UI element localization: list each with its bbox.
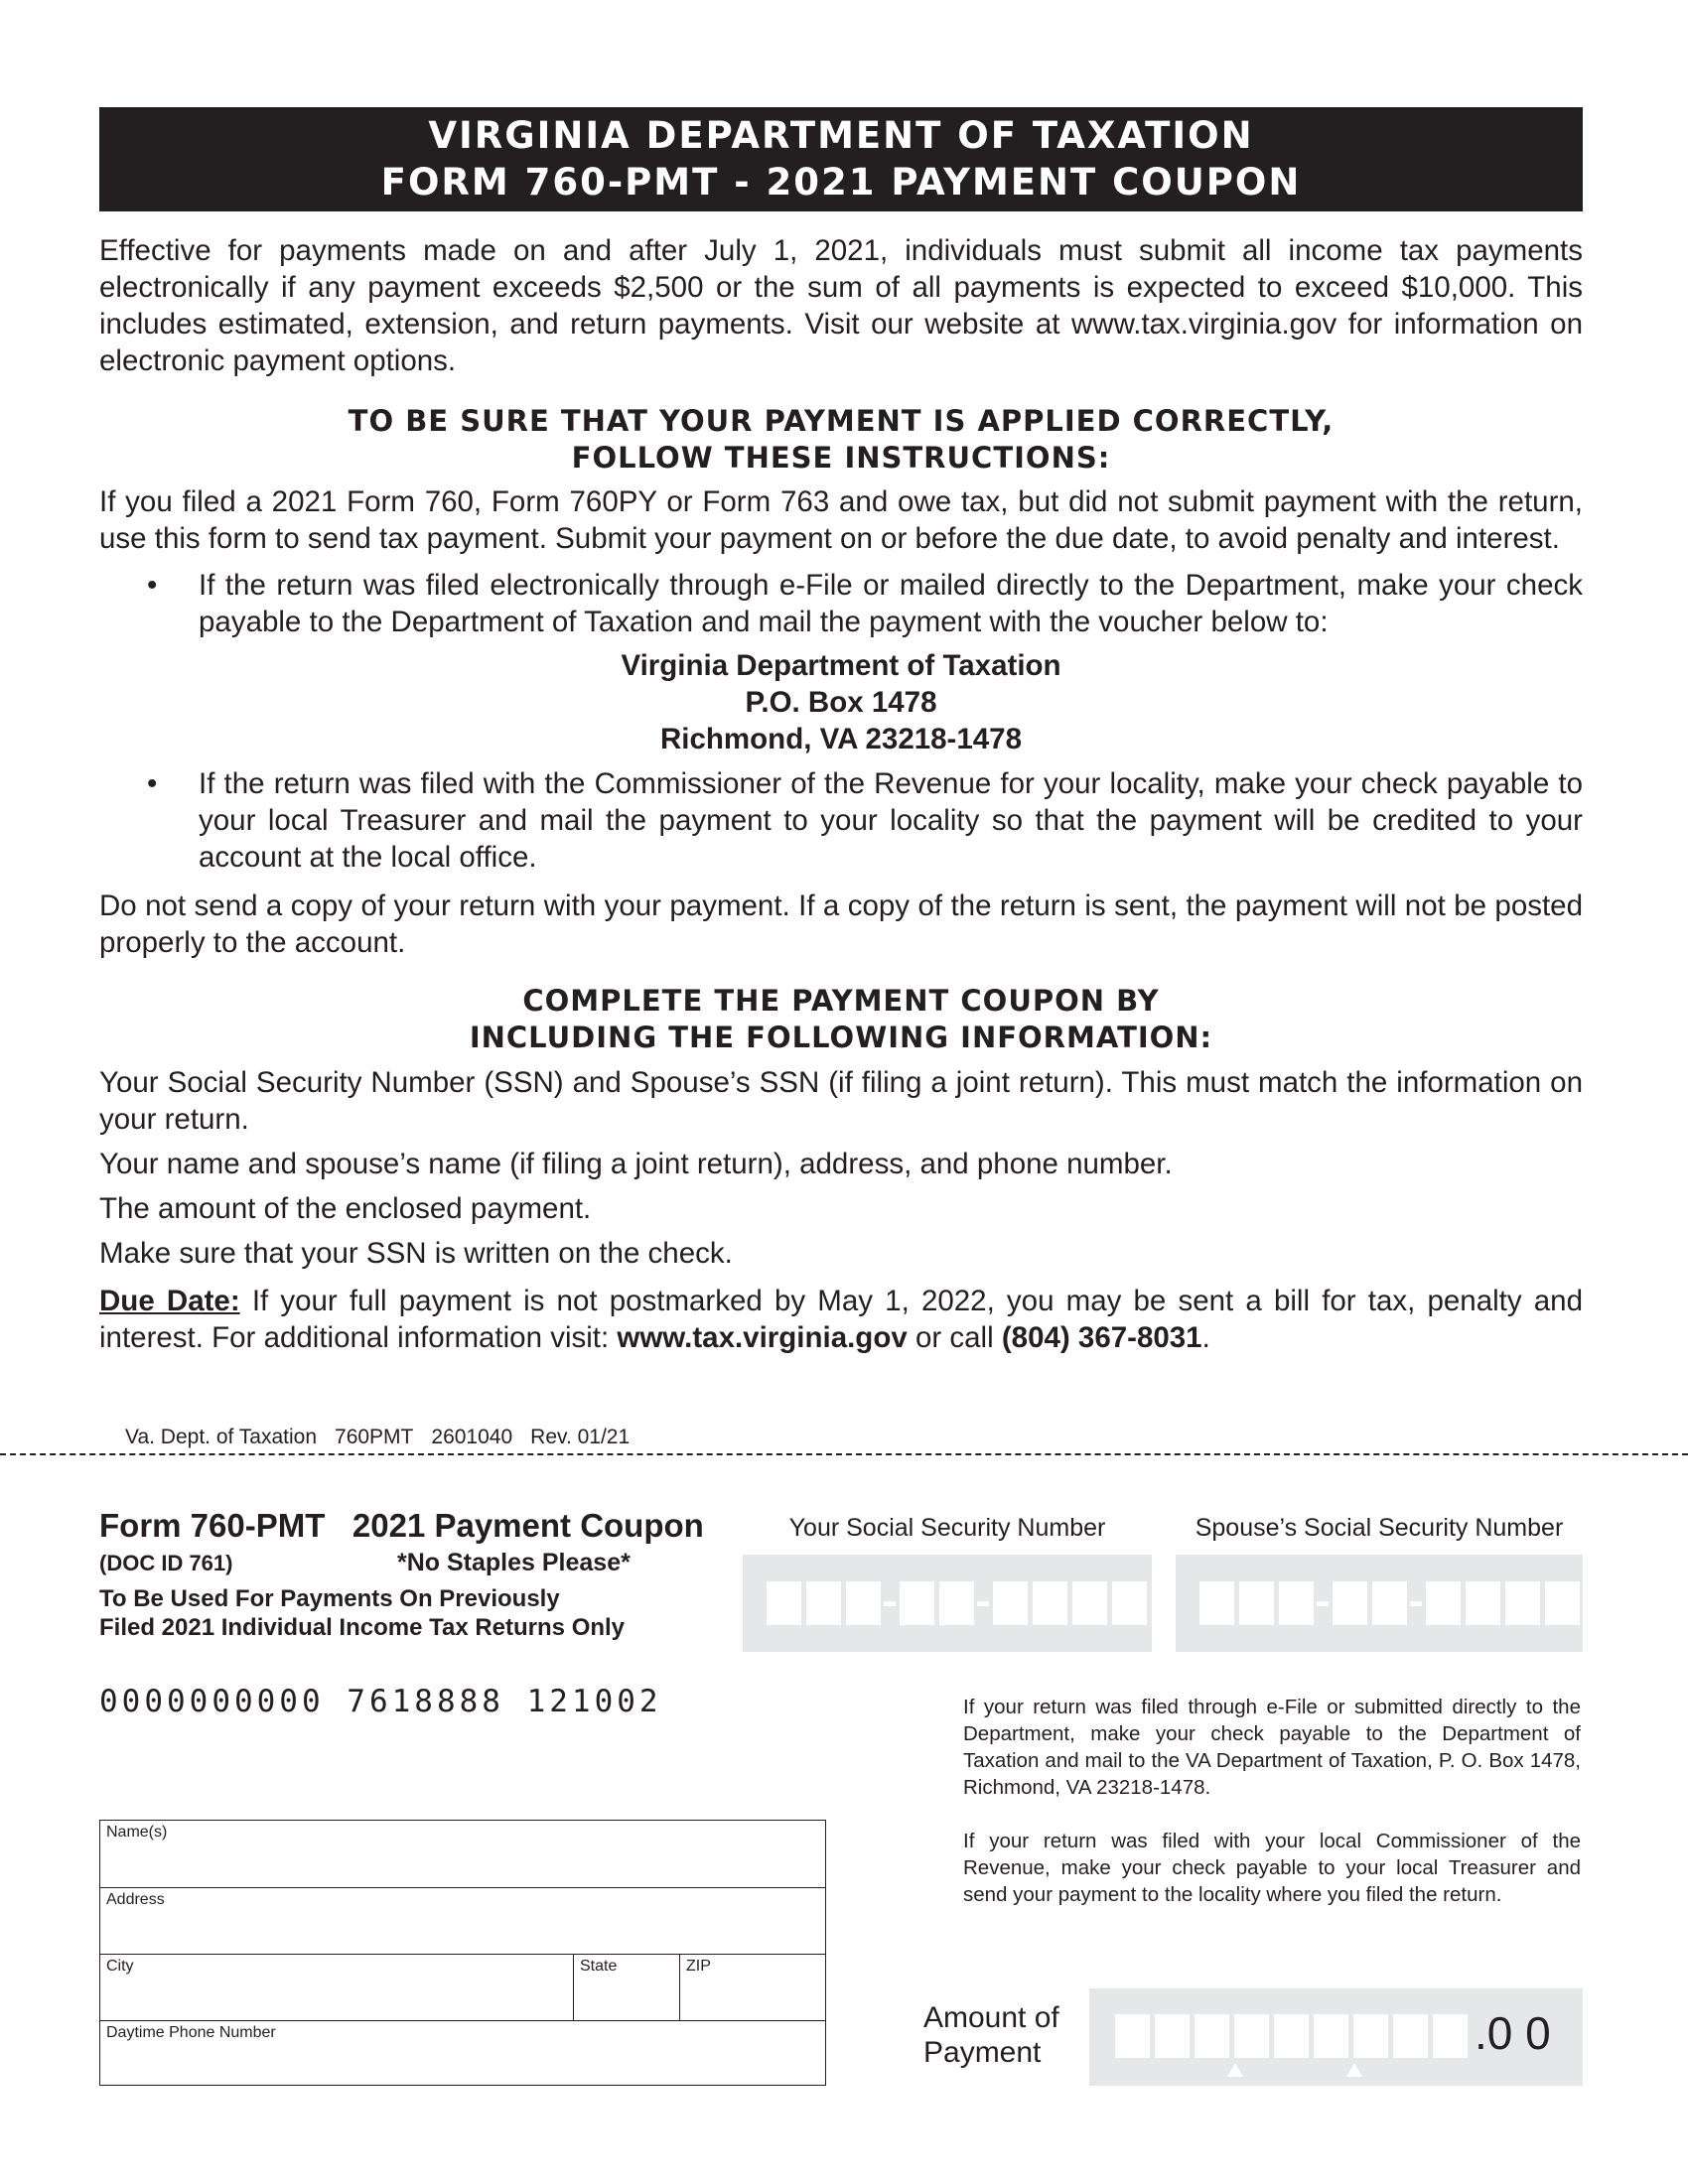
ssn-digit-cell [1112, 1581, 1147, 1625]
complete-heading-line1: COMPLETE THE PAYMENT COUPON BY [522, 984, 1160, 1018]
thousands-marker-icon [1227, 2063, 1243, 2077]
spouse-ssn-digit-cell [1199, 1581, 1234, 1625]
cut-agency: Va. Dept. of Taxation [125, 1426, 318, 1448]
ssn-digit-cell [767, 1581, 801, 1625]
spouse-ssn-digit-cell [1279, 1581, 1314, 1625]
amount-label-line1: Amount of [923, 2001, 1059, 2034]
spouse-ssn-separator [1410, 1601, 1422, 1606]
amount-digit-cell [1155, 2014, 1190, 2058]
instructions-heading-line1: TO BE SURE THAT YOUR PAYMENT IS APPLIED CORRECTLY, [348, 404, 1335, 438]
complete-item-name: Your name and spouse’s name (if filing a joint return), address, and phone number. [99, 1148, 1173, 1180]
amount-label-line2: Payment [923, 2036, 1042, 2069]
coupon-usage-note [99, 1584, 625, 1642]
instructions-heading-line2: FOLLOW THESE INSTRUCTIONS: [571, 441, 1111, 475]
due-date-end: . [1201, 1321, 1210, 1354]
amount-digit-cell [1274, 2014, 1309, 2058]
ssn-separator [884, 1601, 896, 1606]
amount-digit-cell [1433, 2014, 1468, 2058]
amount-label [923, 2000, 1059, 2070]
ssn-digit-cell [993, 1581, 1028, 1625]
phone-field-label: Daytime Phone Number [106, 2024, 276, 2041]
spouse-ssn-input[interactable] [1176, 1555, 1583, 1652]
cut-line-label [123, 1426, 649, 1449]
amount-digit-cell [1393, 2014, 1428, 2058]
spouse-ssn-digit-cell [1333, 1581, 1367, 1625]
spouse-ssn-digit-cell [1372, 1581, 1407, 1625]
amount-digit-cell [1314, 2014, 1348, 2058]
cut-line [0, 1453, 1688, 1455]
state-field-label: State [580, 1958, 618, 1975]
amount-digit-cell [1195, 2014, 1229, 2058]
ssn-digit-cell [806, 1581, 841, 1625]
due-date-label: Due Date: [99, 1285, 240, 1317]
complete-heading-line2: INCLUDING THE FOLLOWING INFORMATION: [469, 1021, 1213, 1054]
cut-form: 760PMT [335, 1426, 414, 1448]
mailing-address [99, 647, 1583, 757]
due-date-text: If your full payment is not postmarked by May 1, 2022, you may be sent a bill for tax, penalty and interest. For additional information visit: [99, 1285, 1583, 1354]
complete-item-ssn: Your Social Security Number (SSN) and Spouse’s SSN (if filing a joint return). This must match the information on your return. [99, 1066, 1583, 1136]
scan-line: 0000000000 7618888 121002 [99, 1684, 662, 1719]
usage-line1: To Be Used For Payments On Previously [99, 1585, 560, 1612]
names-field[interactable] [100, 1821, 825, 1887]
ssn-digit-cell [1072, 1581, 1107, 1625]
phone-number: (804) 367-8031 [1001, 1321, 1202, 1354]
ssn-digit-cell [846, 1581, 881, 1625]
complete-item-amount: The amount of the enclosed payment. [99, 1192, 592, 1225]
complete-heading [99, 983, 1583, 1056]
no-copy-paragraph: Do not send a copy of your return with your payment. If a copy of the return is sent, the payment will not be posted properly to the account. [99, 889, 1583, 959]
bullet-efile-text: If the return was filed electronically through e-File or mailed directly to the Department, make your check payable to the Department of Taxation and mail the payment with the voucher below to: [199, 569, 1583, 638]
name-address-block [99, 1820, 826, 2086]
filed-paragraph: If you filed a 2021 Form 760, Form 760PY or Form 763 and owe tax, but did not submit payment with the return, use this form to send tax payment. Submit your payment on or before the due date, to avoid penalty and interest. [99, 485, 1583, 555]
spouse-ssn-digit-cell [1426, 1581, 1461, 1625]
spouse-ssn-digit-cell [1545, 1581, 1580, 1625]
cut-code: 2601040 [431, 1426, 513, 1448]
amount-cents: .0 0 [1475, 2007, 1551, 2059]
address-line3: Richmond, VA 23218-1478 [660, 723, 1022, 755]
hundreds-marker-icon [1346, 2063, 1362, 2077]
due-date-paragraph [99, 1283, 1583, 1356]
city-field-label: City [106, 1958, 134, 1975]
amount-digit-cell [1115, 2014, 1150, 2058]
or-call-text: or call [907, 1321, 1002, 1354]
phone-field[interactable] [100, 2020, 825, 2087]
ssn-label: Your Social Security Number [788, 1514, 1106, 1542]
ssn-digit-cells [767, 1581, 1152, 1625]
banner-title: VIRGINIA DEPARTMENT OF TAXATION [428, 114, 1254, 157]
spouse-ssn-digit-cell [1239, 1581, 1274, 1625]
ssn-digit-cell [900, 1581, 934, 1625]
address-field[interactable] [100, 1887, 825, 1954]
website-link[interactable]: www.tax.virginia.gov [617, 1321, 908, 1354]
ssn-digit-cell [939, 1581, 974, 1625]
city-state-zip-row [100, 1954, 825, 2020]
ssn-digit-cell [1033, 1581, 1067, 1625]
amount-digit-cells [1115, 2014, 1473, 2058]
address-line1: Virginia Department of Taxation [621, 649, 1061, 682]
names-field-label: Name(s) [106, 1824, 168, 1841]
coupon-doc-id: (DOC ID 761) [99, 1551, 233, 1575]
spouse-ssn-digit-cells [1199, 1581, 1585, 1625]
no-staples-note: *No Staples Please* [397, 1549, 631, 1576]
spouse-ssn-separator [1317, 1601, 1329, 1606]
city-field[interactable] [100, 1955, 573, 2020]
header-banner [99, 107, 1583, 211]
ssn-separator [977, 1601, 989, 1606]
amount-digit-cell [1353, 2014, 1388, 2058]
spouse-ssn-digit-cell [1505, 1581, 1540, 1625]
amount-digit-cell [1234, 2014, 1269, 2058]
ssn-input[interactable] [743, 1555, 1152, 1652]
banner-subtitle: FORM 760-PMT - 2021 PAYMENT COUPON [380, 161, 1302, 204]
coupon-info-locality: If your return was filed with your local Commissioner of the Revenue, make your check payable to your local Treasurer and send your payment to the locality where you filed the return. [963, 1830, 1581, 1906]
address-field-label: Address [106, 1891, 165, 1908]
instructions-heading [99, 403, 1583, 477]
coupon-info-efile: If your return was filed through e-File or submitted directly to the Department, make your check payable to the Department of Taxation and mail to the VA Department of Taxation, P. O. Box 1478, Richmond, VA 23218-1478. [963, 1696, 1581, 1799]
amount-input[interactable] [1089, 1988, 1583, 2086]
bullet-dot: • [147, 767, 158, 800]
zip-field-label: ZIP [686, 1958, 711, 1975]
cut-rev: Rev. 01/21 [530, 1426, 631, 1448]
coupon-title: Form 760-PMT 2021 Payment Coupon [99, 1507, 704, 1544]
zip-field[interactable] [680, 1955, 825, 2020]
address-line2: P.O. Box 1478 [745, 686, 937, 719]
usage-line2: Filed 2021 Individual Income Tax Returns Only [99, 1614, 626, 1641]
spouse-ssn-label: Spouse’s Social Security Number [1195, 1514, 1564, 1542]
intro-paragraph: Effective for payments made on and after July 1, 2021, individuals must submit all income tax payments electronically if any payment exceeds $2,500 or the sum of all payments is expected to exceed $10,000. This includes estimated, extension, and return payments. Visit our website at www.tax.virginia.gov for information on electronic payment options. [99, 234, 1583, 377]
spouse-ssn-digit-cell [1466, 1581, 1500, 1625]
bullet-locality-text: If the return was filed with the Commissioner of the Revenue for your locality, make your check payable to your local Treasurer and mail the payment to your locality so that the payment will be credited to your account at the local office. [199, 767, 1583, 874]
bullet-dot: • [147, 569, 158, 602]
complete-item-check: Make sure that your SSN is written on the check. [99, 1237, 733, 1270]
state-field[interactable] [574, 1955, 679, 2020]
